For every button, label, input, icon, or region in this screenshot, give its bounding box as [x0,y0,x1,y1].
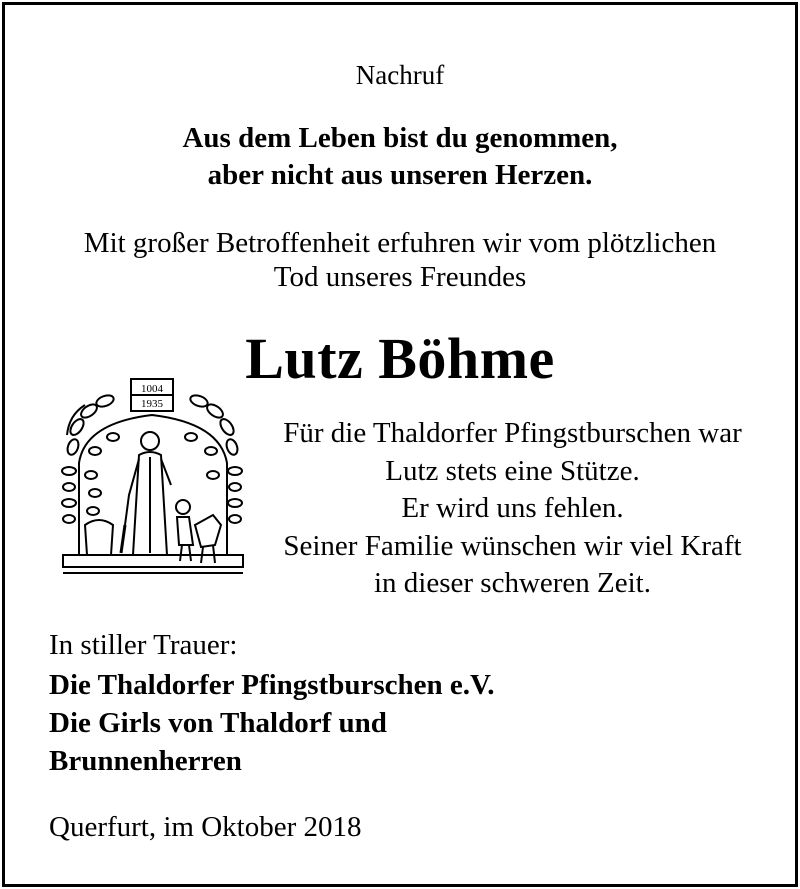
motto-line-2: aber nicht aus unseren Herzen. [207,159,593,191]
stone-arch-saint-icon [55,375,250,590]
notice-heading: Nachruf [355,60,445,90]
place-date: Querfurt, im Oktober 2018 [49,811,362,843]
signatory-2: Die Girls von Thaldorf und [49,707,387,739]
mourning-label: In stiller Trauer: [49,629,238,661]
tribute-line-4: Seiner Familie wünschen wir viel Kraft [283,530,742,562]
tribute-line-3: Er wird uns fehlen. [401,492,624,524]
signatory-1: Die Thaldorfer Pfingstburschen e.V. [49,669,495,701]
signatory-3: Brunnenherren [49,745,242,777]
tribute-line-2: Lutz stets eine Stütze. [385,455,640,487]
plaque-year-bottom: 1935 [141,398,163,410]
intro-line-2: Tod unseres Freundes [273,261,527,293]
intro-line-1: Mit großer Betroffenheit erfuhren wir vom plötzlichen [83,227,717,259]
obituary-frame [2,2,798,887]
tribute-line-5: in dieser schweren Zeit. [373,567,651,599]
tribute-line-1: Für die Thaldorfer Pfingstburschen war [283,417,742,449]
motto-line-1: Aus dem Leben bist du genommen, [182,122,618,154]
plaque-year-top: 1004 [141,383,163,395]
deceased-name: Lutz Böhme [245,326,555,391]
